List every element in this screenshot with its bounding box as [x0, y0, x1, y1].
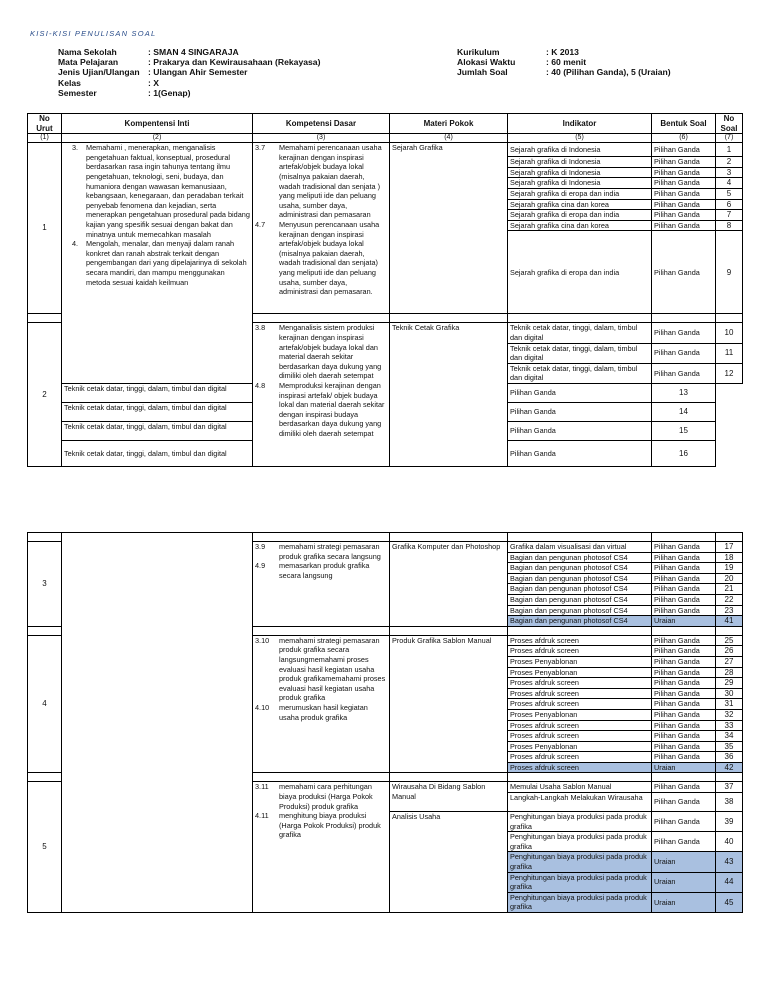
- nosoal-cell: 40: [716, 832, 743, 852]
- info-row: [457, 67, 671, 77]
- kd-list: [255, 636, 387, 722]
- indikator-cell: Proses afdruk screen: [508, 688, 652, 699]
- nosoal-cell: 4: [716, 178, 743, 189]
- nosoal-cell: 17: [716, 542, 743, 553]
- info-row: [58, 57, 320, 67]
- col-number: (5): [508, 134, 652, 143]
- bentuk-cell: Pilihan Ganda: [652, 343, 716, 363]
- kd-number: 3.8: [255, 323, 266, 333]
- col-header-materi: Materi Pokok: [390, 114, 508, 134]
- info-label: Jenis Ujian/Ulangan: [58, 67, 140, 78]
- info-value: : 40 (Pilihan Ganda), 5 (Uraian): [546, 67, 671, 78]
- col-number: (7): [716, 134, 743, 143]
- bentuk-cell: Pilihan Ganda: [508, 421, 652, 440]
- nosoal-cell: 30: [716, 688, 743, 699]
- bentuk-cell: Pilihan Ganda: [652, 678, 716, 689]
- bentuk-cell: Pilihan Ganda: [652, 542, 716, 553]
- nosoal-cell: 34: [716, 731, 743, 742]
- document-title: KISI-KISI PENULISAN SOAL: [30, 29, 157, 38]
- separator-cell: [652, 626, 716, 635]
- nosoal-cell: 36: [716, 752, 743, 763]
- separator-cell: [390, 773, 508, 782]
- nosoal-cell: 19: [716, 563, 743, 574]
- info-row: [58, 67, 320, 77]
- nosoal-cell: 7: [716, 210, 743, 221]
- indikator-cell: Sejarah grafika di Indonesia: [508, 157, 652, 168]
- bentuk-cell: Pilihan Ganda: [652, 210, 716, 221]
- bentuk-cell: Pilihan Ganda: [652, 143, 716, 157]
- kd-cell: [253, 635, 390, 773]
- kd-text: memahami cara perhitungan biaya produksi (Harga Pokok Produksi) produk grafika: [279, 782, 373, 811]
- indikator-cell: Proses afdruk screen: [508, 720, 652, 731]
- nosoal-cell: 20: [716, 573, 743, 584]
- row-number: 4: [28, 635, 62, 773]
- row-number: 1: [28, 143, 62, 314]
- kd-text: merumuskan hasil kegiatan usaha produk grafika: [279, 702, 368, 722]
- nosoal-cell: 41: [716, 616, 743, 627]
- separator-cell: [253, 314, 390, 323]
- kisi-table-part-2: [27, 532, 743, 913]
- ki-text: Mengolah, menalar, dan menyaji dalam ranah konkret dan ranah abstrak terkait dengan pengembangan dari yang dipelajarinya di sekolah secara mandiri, dan mampu menggunakan metoda sesuai kaidah keilmuan: [86, 239, 247, 287]
- kd-text: menghitung biaya produksi (Harga Pokok Produksi) produk grafika: [279, 811, 381, 840]
- materi-cell: Produk Grafika Sablon Manual: [390, 635, 508, 773]
- indikator-cell: Bagian dan pengunan photosof CS4: [508, 573, 652, 584]
- separator-cell: [716, 626, 743, 635]
- nosoal-cell: 6: [716, 199, 743, 210]
- separator-cell: [253, 533, 390, 542]
- separator-cell: [28, 626, 62, 635]
- column-number-row: [28, 134, 743, 143]
- nosoal-cell: 2: [716, 157, 743, 168]
- indikator-cell: Proses afdruk screen: [508, 635, 652, 646]
- nosoal-cell: 32: [716, 709, 743, 720]
- bentuk-cell: Pilihan Ganda: [652, 178, 716, 189]
- separator-cell: [716, 533, 743, 542]
- col-header-ki: Kompentensi Inti: [62, 114, 253, 134]
- kd-text: Menyusun perencanaan usaha kerajinan dengan inspirasi artefak/objek budaya lokal (misalnya pakaian daerah, wadah tradisional dan senjata) yang meliputi ide dan peluang usaha, sumber daya, administrasi dan pemasaran.: [279, 219, 380, 297]
- nosoal-cell: 18: [716, 552, 743, 563]
- nosoal-cell: 16: [652, 440, 716, 466]
- bentuk-cell: Pilihan Ganda: [652, 231, 716, 314]
- indikator-cell: Proses Penyablonan: [508, 709, 652, 720]
- indikator-cell: Teknik cetak datar, tinggi, dalam, timbul dan digital: [62, 421, 253, 440]
- ki-item: [64, 239, 250, 287]
- bentuk-cell: Pilihan Ganda: [652, 793, 716, 812]
- separator-cell: [390, 533, 508, 542]
- separator-cell: [508, 626, 652, 635]
- indikator-cell: Proses Penyablonan: [508, 667, 652, 678]
- indikator-cell: Teknik cetak datar, tinggi, dalam, timbul dan digital: [62, 440, 253, 466]
- bentuk-cell: Pilihan Ganda: [652, 832, 716, 852]
- nosoal-cell: 43: [716, 852, 743, 872]
- indikator-cell: Proses afdruk screen: [508, 678, 652, 689]
- bentuk-cell: Pilihan Ganda: [652, 752, 716, 763]
- nosoal-cell: 26: [716, 646, 743, 657]
- col-number: (3): [253, 134, 390, 143]
- nosoal-cell: 10: [716, 323, 743, 343]
- col-number: (1): [28, 134, 62, 143]
- bentuk-cell: Pilihan Ganda: [652, 812, 716, 832]
- info-label: Nama Sekolah: [58, 47, 117, 57]
- indikator-cell: Teknik cetak datar, tinggi, dalam, timbul dan digital: [508, 343, 652, 363]
- bentuk-cell: Pilihan Ganda: [652, 741, 716, 752]
- indikator-cell: Grafika dalam visualisasi dan virtual: [508, 542, 652, 553]
- bentuk-cell: Pilihan Ganda: [652, 646, 716, 657]
- kd-item: [255, 381, 387, 439]
- info-row: [457, 57, 671, 67]
- bentuk-cell: Pilihan Ganda: [652, 720, 716, 731]
- materi-cell: Wirausaha Di Bidang Sablon Manual: [390, 782, 508, 812]
- col-number: (4): [390, 134, 508, 143]
- nosoal-cell: 37: [716, 782, 743, 793]
- indikator-cell: Penghitungan biaya produksi pada produk grafika: [508, 852, 652, 872]
- ki-list: [64, 143, 250, 287]
- kd-list: [255, 323, 387, 438]
- bentuk-cell: Pilihan Ganda: [652, 709, 716, 720]
- kompetensi-inti-cell-empty: [62, 533, 253, 913]
- separator-cell: [28, 773, 62, 782]
- bentuk-cell: Pilihan Ganda: [652, 157, 716, 168]
- bentuk-cell: Pilihan Ganda: [652, 731, 716, 742]
- indikator-cell: Proses afdruk screen: [508, 646, 652, 657]
- separator-cell: [28, 533, 62, 542]
- nosoal-cell: 5: [716, 188, 743, 199]
- kd-number: 4.7: [255, 219, 266, 229]
- col-header-nosoal: No Soal: [716, 114, 743, 134]
- kd-cell: [253, 542, 390, 627]
- separator-cell: [28, 314, 62, 323]
- bentuk-cell: Uraian: [652, 852, 716, 872]
- col-header-indikator: Indikator: [508, 114, 652, 134]
- kd-number: 3.9: [255, 542, 266, 551]
- ki-number: 3.: [72, 143, 79, 153]
- kompetensi-inti-cell: [62, 143, 253, 384]
- indikator-cell: Penghitungan biaya produksi pada produk grafika: [508, 812, 652, 832]
- kd-text: memasarkan produk grafika secara langsung: [279, 561, 370, 580]
- bentuk-cell: Pilihan Ganda: [652, 782, 716, 793]
- kd-number: 3.11: [255, 782, 269, 792]
- indikator-cell: Bagian dan pengunan photosof CS4: [508, 552, 652, 563]
- indikator-cell: Sejarah grafika cina dan korea: [508, 220, 652, 231]
- separator-cell: [390, 626, 508, 635]
- bentuk-cell: Uraian: [652, 762, 716, 773]
- info-row: [58, 88, 320, 98]
- indikator-cell: Sejarah grafika di Indonesia: [508, 178, 652, 189]
- bentuk-cell: Pilihan Ganda: [652, 363, 716, 383]
- nosoal-cell: 11: [716, 343, 743, 363]
- indikator-cell: Teknik cetak datar, tinggi, dalam, timbul dan digital: [508, 363, 652, 383]
- materi-cell: Teknik Cetak Grafika: [390, 323, 508, 467]
- kd-number: 4.9: [255, 561, 266, 571]
- indikator-cell: Teknik cetak datar, tinggi, dalam, timbul dan digital: [62, 383, 253, 402]
- nosoal-cell: 27: [716, 656, 743, 667]
- kd-list: [255, 143, 387, 297]
- bentuk-cell: Pilihan Ganda: [652, 594, 716, 605]
- separator-cell: [652, 533, 716, 542]
- nosoal-cell: 35: [716, 741, 743, 752]
- bentuk-cell: Pilihan Ganda: [508, 440, 652, 466]
- materi-cell: Grafika Komputer dan Photoshop: [390, 542, 508, 627]
- bentuk-cell: Pilihan Ganda: [652, 552, 716, 563]
- separator-cell: [716, 773, 743, 782]
- col-header-kd: Kompetensi Dasar: [253, 114, 390, 134]
- indikator-cell: Proses Penyablonan: [508, 741, 652, 752]
- info-left: [58, 47, 320, 98]
- indikator-cell: Proses afdruk screen: [508, 731, 652, 742]
- indikator-cell: Bagian dan pengunan photosof CS4: [508, 594, 652, 605]
- ki-item: [64, 143, 250, 239]
- bentuk-cell: Pilihan Ganda: [652, 667, 716, 678]
- kd-item: [255, 220, 387, 297]
- bentuk-cell: Pilihan Ganda: [508, 402, 652, 421]
- separator-cell: [508, 533, 652, 542]
- nosoal-cell: 14: [652, 402, 716, 421]
- nosoal-cell: 1: [716, 143, 743, 157]
- kd-text: Memproduksi kerajinan dengan inspirasi artefak/ objek budaya lokal dan material daerah sekitar dengan inspirasi budaya berdasarkan daya dukung yang dimiliki oleh daerah setempat: [279, 380, 385, 438]
- info-label: Semester: [58, 87, 97, 98]
- info-value: : Ulangan Ahir Semester: [148, 67, 248, 78]
- nosoal-cell: 8: [716, 220, 743, 231]
- bentuk-cell: Uraian: [652, 892, 716, 912]
- kd-item: [255, 542, 387, 561]
- indikator-cell: Bagian dan pengunan photosof CS4: [508, 605, 652, 616]
- indikator-cell: Proses Penyablonan: [508, 656, 652, 667]
- indikator-cell: Sejarah grafika di eropa dan india: [508, 231, 652, 314]
- kd-number: 4.8: [255, 380, 266, 390]
- nosoal-cell: 28: [716, 667, 743, 678]
- nosoal-cell: 3: [716, 167, 743, 178]
- bentuk-cell: Uraian: [652, 616, 716, 627]
- col-header-bentuk: Bentuk Soal: [652, 114, 716, 134]
- indikator-cell: Teknik cetak datar, tinggi, dalam, timbul dan digital: [508, 323, 652, 343]
- indikator-cell: Proses afdruk screen: [508, 699, 652, 710]
- info-label: Alokasi Waktu: [457, 57, 516, 68]
- kd-text: memahami strategi pemasaran produk grafika secara langsungmemahami proses evaluasi hasil kegiatan usaha produk grafikamemahami proses evaluasi hasil kegiatan usaha produk grafika: [279, 635, 386, 703]
- nosoal-cell: 33: [716, 720, 743, 731]
- info-label: Kurikulum: [457, 47, 500, 57]
- materi-cell: Analisis Usaha: [390, 812, 508, 913]
- bentuk-cell: Pilihan Ganda: [508, 383, 652, 402]
- indikator-cell: Teknik cetak datar, tinggi, dalam, timbul dan digital: [62, 402, 253, 421]
- info-value: : 1(Genap): [148, 87, 191, 98]
- indikator-cell: Proses afdruk screen: [508, 752, 652, 763]
- info-label: Kelas: [58, 77, 81, 88]
- kd-number: 4.11: [255, 811, 269, 821]
- table-header-row: [28, 114, 743, 134]
- separator-cell: [508, 314, 652, 323]
- nosoal-cell: 44: [716, 872, 743, 892]
- indikator-cell: Sejarah grafika di Indonesia: [508, 143, 652, 157]
- bentuk-cell: Uraian: [652, 872, 716, 892]
- info-value: : Prakarya dan Kewirausahaan (Rekayasa): [148, 57, 321, 68]
- kd-item: [255, 561, 387, 580]
- indikator-cell: Langkah-Langkah Melakukan Wirausaha: [508, 793, 652, 812]
- nosoal-cell: 12: [716, 363, 743, 383]
- indikator-cell: Proses afdruk screen: [508, 762, 652, 773]
- info-row: [58, 78, 320, 88]
- info-right: [457, 47, 671, 78]
- bentuk-cell: Pilihan Ganda: [652, 605, 716, 616]
- bentuk-cell: Pilihan Ganda: [652, 584, 716, 595]
- separator-cell: [716, 314, 743, 323]
- nosoal-cell: 15: [652, 421, 716, 440]
- kd-item: [255, 782, 387, 811]
- kd-item: [255, 143, 387, 220]
- bentuk-cell: Pilihan Ganda: [652, 699, 716, 710]
- info-label: Mata Pelajaran: [58, 57, 119, 68]
- indikator-cell: Penghitungan biaya produksi pada produk grafika: [508, 872, 652, 892]
- kd-item: [255, 811, 387, 840]
- bentuk-cell: Pilihan Ganda: [652, 220, 716, 231]
- bentuk-cell: Pilihan Ganda: [652, 199, 716, 210]
- nosoal-cell: 25: [716, 635, 743, 646]
- separator-cell: [253, 773, 390, 782]
- nosoal-cell: 31: [716, 699, 743, 710]
- separator-cell: [652, 314, 716, 323]
- kd-text: Menganalisis sistem produksi kerajinan dengan inspirasi artefak/objek budaya lokal dan material daerah sekitar berdasarkan daya dukung yang dimiliki oleh daerah setempat: [279, 323, 382, 381]
- col-header-no: No Urut: [28, 114, 62, 134]
- separator-row: [28, 533, 743, 542]
- bentuk-cell: Pilihan Ganda: [652, 656, 716, 667]
- kd-list: [255, 782, 387, 840]
- indikator-cell: Sejarah grafika di Indonesia: [508, 167, 652, 178]
- table-row: [28, 143, 743, 157]
- bentuk-cell: Pilihan Ganda: [652, 688, 716, 699]
- indikator-cell: Bagian dan pengunan photosof CS4: [508, 563, 652, 574]
- nosoal-cell: 29: [716, 678, 743, 689]
- separator-cell: [652, 773, 716, 782]
- col-number: (2): [62, 134, 253, 143]
- nosoal-cell: 42: [716, 762, 743, 773]
- ki-text: Memahami , menerapkan, menganalisis pengetahuan faktual, konseptual, prosedural berdasarkan rasa ingin tahunya tentang ilmu pengetahuan, teknologi, seni, budaya, dan humaniora dengan wawasan kemanusiaan, kebangsaan, kenegaraan, dan peradaban terkait penyebab fenomena dan kejadian, serta menerapkan pengetahuan prosedural pada bidang kajian yang spesifik sesuai dengan bakat dan minatnya untuk memecahkan masalah: [86, 143, 250, 239]
- info-value: : K 2013: [546, 47, 579, 57]
- info-value: : SMAN 4 SINGARAJA: [148, 47, 239, 57]
- nosoal-cell: 23: [716, 605, 743, 616]
- kd-number: 3.10: [255, 635, 270, 645]
- row-number: 3: [28, 542, 62, 627]
- kd-cell: [253, 143, 390, 314]
- kd-item: [255, 703, 387, 722]
- bentuk-cell: Pilihan Ganda: [652, 323, 716, 343]
- separator-cell: [253, 626, 390, 635]
- nosoal-cell: 13: [652, 383, 716, 402]
- row-number: 2: [28, 323, 62, 467]
- kd-list: [255, 542, 387, 580]
- kisi-table-part-1: [27, 113, 743, 467]
- info-value: : X: [148, 77, 159, 88]
- bentuk-cell: Pilihan Ganda: [652, 573, 716, 584]
- nosoal-cell: 45: [716, 892, 743, 912]
- kd-text: memahami strategi pemasaran produk grafika secara langsung: [279, 542, 381, 561]
- info-label: Jumlah Soal: [457, 67, 508, 78]
- kd-number: 4.10: [255, 702, 270, 712]
- kd-cell: [253, 782, 390, 913]
- indikator-cell: Penghitungan biaya produksi pada produk grafika: [508, 892, 652, 912]
- separator-cell: [508, 773, 652, 782]
- row-number: 5: [28, 782, 62, 913]
- indikator-cell: Penghitungan biaya produksi pada produk grafika: [508, 832, 652, 852]
- materi-cell: Sejarah Grafika: [390, 143, 508, 314]
- indikator-cell: Bagian dan pengunan photosof CS4: [508, 584, 652, 595]
- nosoal-cell: 39: [716, 812, 743, 832]
- indikator-cell: Sejarah grafika di eropa dan india: [508, 210, 652, 221]
- kd-text: Memahami perencanaan usaha kerajinan dengan inspirasi artefak/objek budaya lokal (misalnya pakaian daerah, wadah tradisional dan senjata ) yang meliputi ide dan peluang usaha, sumber daya, administrasi dan pemasaran: [279, 143, 382, 220]
- kd-cell: [253, 323, 390, 467]
- kd-item: [255, 323, 387, 381]
- indikator-cell: Sejarah grafika di eropa dan india: [508, 188, 652, 199]
- indikator-cell: Memulai Usaha Sablon Manual: [508, 782, 652, 793]
- nosoal-cell: 21: [716, 584, 743, 595]
- separator-cell: [390, 314, 508, 323]
- indikator-cell: Bagian dan pengunan photosof CS4: [508, 616, 652, 627]
- nosoal-cell: 38: [716, 793, 743, 812]
- indikator-cell: Sejarah grafika cina dan korea: [508, 199, 652, 210]
- col-number: (6): [652, 134, 716, 143]
- bentuk-cell: Pilihan Ganda: [652, 635, 716, 646]
- kd-item: [255, 636, 387, 703]
- info-row: [58, 47, 320, 57]
- kd-number: 3.7: [255, 143, 266, 153]
- info-value: : 60 menit: [546, 57, 587, 68]
- nosoal-cell: 9: [716, 231, 743, 314]
- bentuk-cell: Pilihan Ganda: [652, 188, 716, 199]
- ki-number: 4.: [72, 239, 79, 249]
- nosoal-cell: 22: [716, 594, 743, 605]
- bentuk-cell: Pilihan Ganda: [652, 167, 716, 178]
- info-row: [457, 47, 671, 57]
- bentuk-cell: Pilihan Ganda: [652, 563, 716, 574]
